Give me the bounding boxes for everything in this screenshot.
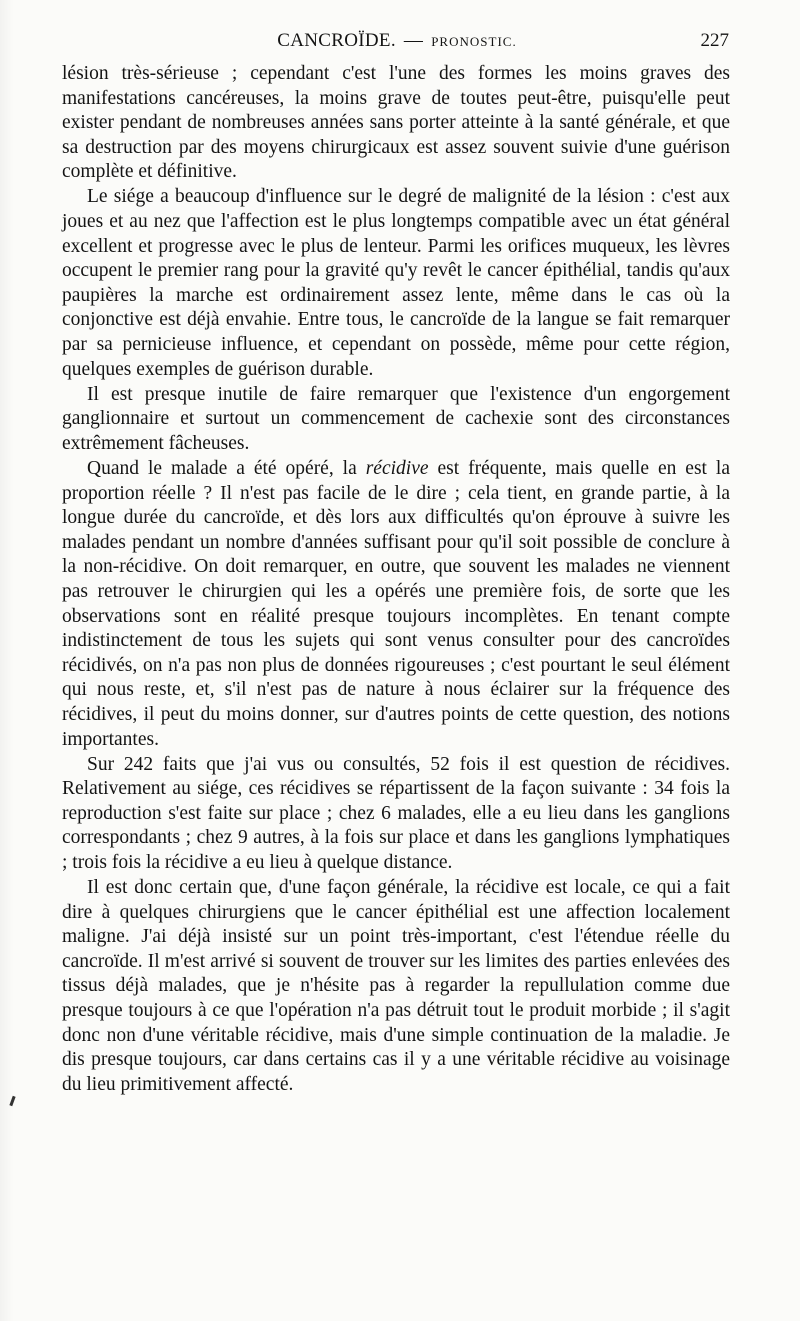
paragraph-4-rest: est fréquente, mais quelle en est la proportion réelle ? Il n'est pas facile de le dire ; cela tient, en grande partie, à la longue durée du cancroïde, et dès lors aux difficultés qu'on éprouve à suivre les malades pendant un nombre d'années suffisant pour qu'il soit possible de conclure à la non-récidive. On doit remarquer, en outre, que souvent les malades ne viennent pas retrouver le chirurgien qui les a opérés une première fois, de sorte que les observations sont en réalité presque toujours incomplètes. En tenant compte indistinctement de tous les sujets qui sont venus consulter pour des cancroïdes récidivés, on n'a pas non plus de données rigoureuses ; c'est pourtant le seul élément qui nous reste, et, s'il n'est pas de nature à nous éclairer sur la fréquence des récidives, il peut du moins donner, sur d'autres points de cette question, des notions importantes.: [62, 458, 730, 750]
running-title: [62, 30, 732, 52]
paragraph-2: Le siége a beaucoup d'influence sur le degré de malignité de la lésion : c'est aux joues et au nez que l'affection est le plus longtemps compatible avec un état général excellent et progresse avec le plus de lenteur. Parmi les orifices muqueux, les lèvres occupent le premier rang pour la gravité qu'y revêt le cancer épithélial, tandis qu'aux paupières la marche est ordinairement assez lente, même dans le cas où la conjonctive est déjà envahie. Entre tous, le cancroïde de la langue se fait remarquer par sa pernicieuse influence, et cependant on possède, même pour cette région, quelques exemples de guérison durable.: [62, 186, 730, 380]
page-header: [62, 30, 732, 58]
paragraph-5: Sur 242 faits que j'ai vus ou consultés, 52 fois il est question de récidives. Relativement au siége, ces récidives se répartissent de la façon suivante : 34 fois la reproduction s'est faite sur place ; chez 6 malades, elle a eu lieu dans les ganglions correspondants ; chez 9 autres, à la fois sur place et dans les ganglions lymphatiques ; trois fois la récidive a eu lieu à quelque distance.: [62, 753, 730, 873]
emphasis-recidive: récidive: [365, 458, 429, 479]
margin-mark: [9, 1096, 15, 1106]
section-title: PRONOSTIC.: [431, 34, 517, 49]
body-text: [62, 62, 730, 1097]
paragraph-3: Il est presque inutile de faire remarquer que l'existence d'un engorgement ganglionnaire et surtout un commencement de cachexie sont des circonstances extrêmement fâcheuses.: [62, 383, 730, 454]
title-dash: —: [403, 30, 424, 51]
paragraph-1: lésion très-sérieuse ; cependant c'est l'une des formes les moins graves des manifestations cancéreuses, la moins grave de toutes peut-être, puisqu'elle peut exister pendant de nombreuses années sans porter atteinte à la santé générale, et que sa destruction par des moyens chirurgicaux est assez souvent suivie d'une guérison complète et définitive.: [62, 63, 730, 183]
paragraph-6: Il est donc certain que, d'une façon générale, la récidive est locale, ce qui a fait dire à quelques chirurgiens que le cancer épithélial est une affection localement maligne. J'ai déjà insisté sur un point très-important, c'est l'étendue réelle du cancroïde. Il m'est arrivé si souvent de trouver sur les limites des parties enlevées des tissus déjà malades, que je n'hésite pas à regarder la repullulation comme due presque toujours à ce que l'opération n'a pas détruit tout le produit morbide ; il s'agit donc non d'une véritable récidive, mais d'une simple continuation de la maladie. Je dis presque toujours, car dans certains cas il y a une véritable récidive au voisinage du lieu primitivement affecté.: [62, 877, 730, 1095]
paragraph-4: [62, 457, 730, 752]
paragraph-4-lead: Quand le malade a été opéré, la: [87, 458, 366, 479]
chapter-title: CANCROÏDE.: [277, 30, 396, 51]
page-number: 227: [700, 30, 729, 51]
